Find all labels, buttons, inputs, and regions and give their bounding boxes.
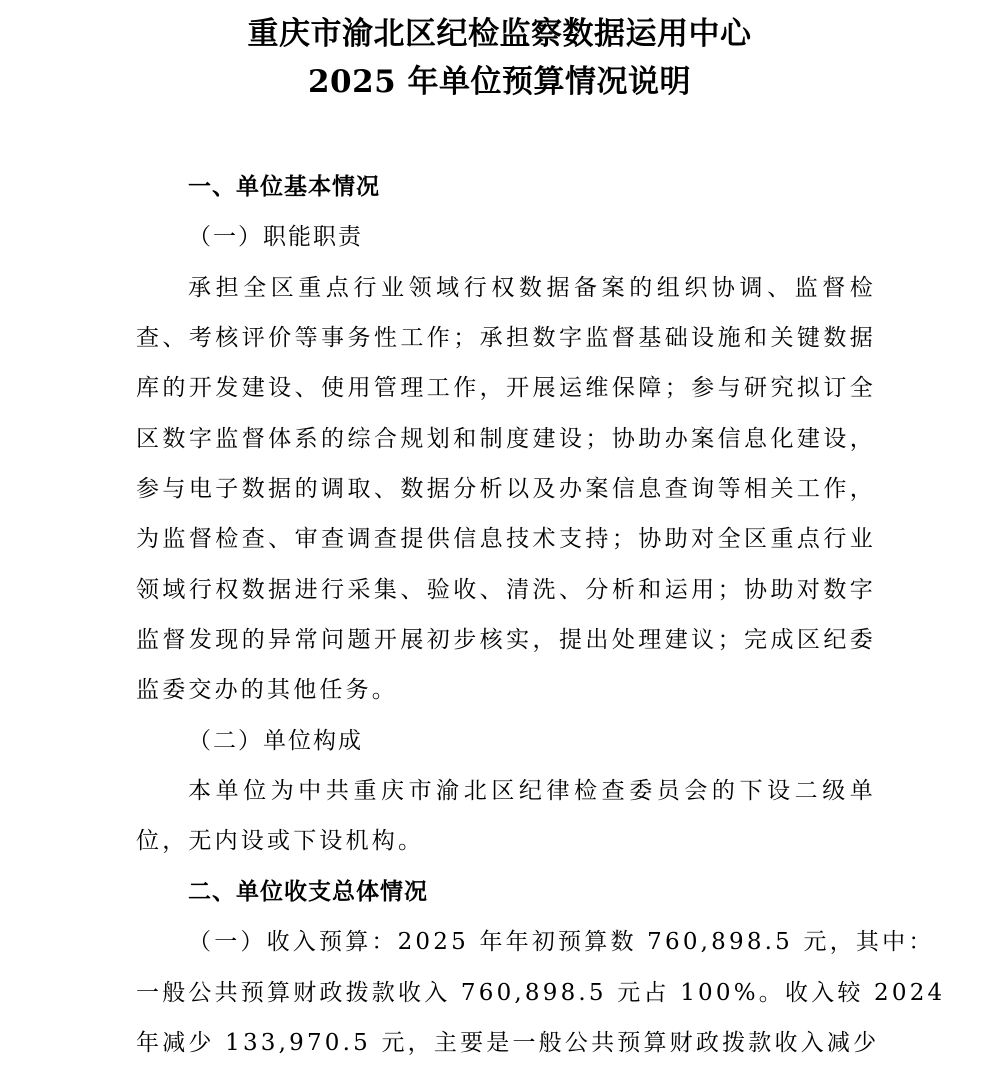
paragraph-line: 查、考核评价等事务性工作；承担数字监督基础设施和关键数据 xyxy=(136,325,876,351)
section2-heading: 二、单位收支总体情况 xyxy=(188,878,428,905)
paragraph-line: （一）收入预算：2025 年年初预算数 760,898.5 元，其中： xyxy=(188,929,935,955)
paragraph-line: 领域行权数据进行采集、验收、清洗、分析和运用；协助对数字 xyxy=(136,577,876,603)
paragraph-line: 参与电子数据的调取、数据分析以及办案信息查询等相关工作， xyxy=(136,476,876,502)
paragraph-line: 一般公共预算财政拨款收入 760,898.5 元占 100%。收入较 2024 xyxy=(136,980,946,1006)
paragraph-line: 监督发现的异常问题开展初步核实，提出处理建议；完成区纪委 xyxy=(136,627,876,653)
document-title-line1: 重庆市渝北区纪检监察数据运用中心 xyxy=(247,16,752,52)
paragraph-line: 本单位为中共重庆市渝北区纪律检查委员会的下设二级单 xyxy=(188,778,876,804)
paragraph-line: 区数字监督体系的综合规划和制度建设；协助办案信息化建设， xyxy=(136,426,876,452)
paragraph-line: 监委交办的其他任务。 xyxy=(136,677,398,703)
paragraph-line: 年减少 133,970.5 元，主要是一般公共预算财政拨款收入减少 xyxy=(136,1030,880,1056)
paragraph-line: 位，无内设或下设机构。 xyxy=(136,828,425,854)
document-title-line2: 2025 年单位预算情况说明 xyxy=(307,64,692,100)
paragraph-line: 为监督检查、审查调查提供信息技术支持；协助对全区重点行业 xyxy=(136,526,876,552)
section1-subheading-2: （二）单位构成 xyxy=(188,728,363,754)
section1-heading: 一、单位基本情况 xyxy=(188,173,380,200)
section1-subheading-1: （一）职能职责 xyxy=(188,224,363,250)
paragraph-line: 承担全区重点行业领域行权数据备案的组织协调、监督检 xyxy=(188,275,876,301)
paragraph-line: 库的开发建设、使用管理工作，开展运维保障；参与研究拟订全 xyxy=(136,375,876,401)
